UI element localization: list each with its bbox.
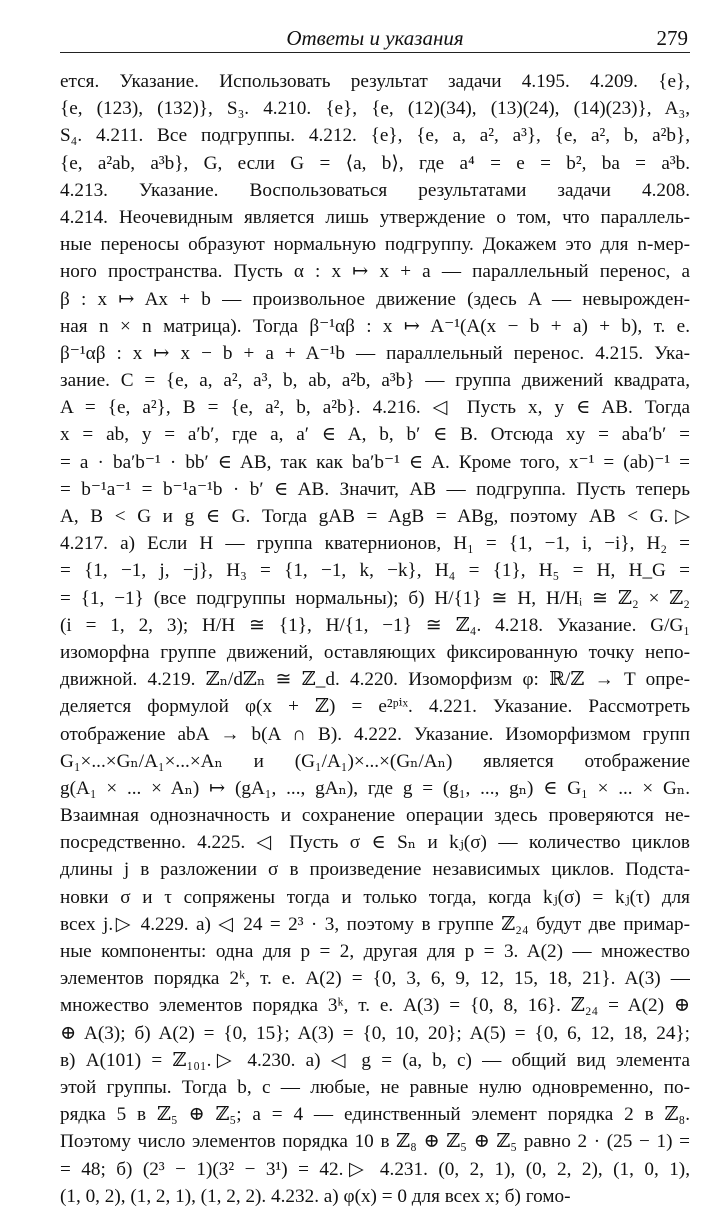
text-line: всех j.▷ 4.229. а) ◁ 24 = 2³ · 3, поэтому в группе ℤ₂₄ будут две примар- [60,913,690,935]
text-line: = b⁻¹a⁻¹ = b⁻¹a⁻¹b · b′ ∈ AB. Значит, AB — подгруппа. Пусть теперь [60,478,690,500]
text-line: ные переносы образуют нормальную подгруппу. Докажем это для n-мер- [60,234,690,256]
text-line: в) A(101) = ℤ₁₀₁.▷ 4.230. а) ◁ g = (a, b, c) — общий вид элемента [60,1049,690,1071]
text-line: G₁×...×Gₙ/A₁×...×Aₙ и (G₁/A₁)×...×(Gₙ/Aₙ) является отображение [60,750,690,772]
text-line: {e, a²ab, a³b}, G, если G = ⟨a, b⟩, где a⁴ = e = b², ba = a³b. [60,152,690,174]
text-line: рядка 5 в ℤ₅ ⊕ ℤ₅; a = 4 — единственный элемент порядка 2 в ℤ₈. [60,1104,690,1126]
text-line: ная n × n матрица). Тогда β⁻¹αβ : x ↦ A⁻¹(A(x − b + a) + b), т. е. [60,315,690,337]
text-line: посредственно. 4.225. ◁ Пусть σ ∈ Sₙ и kⱼ(σ) — количество циклов [60,832,690,854]
text-line: ного пространства. Пусть α : x ↦ x + a — параллельный перенос, а [60,261,690,283]
text-line: движной. 4.219. ℤₙ/dℤₙ ≅ ℤ_d. 4.220. Изоморфизм φ: ℝ/ℤ → T опре- [60,669,690,691]
answers-text [60,68,690,1210]
text-line: A, B < G и g ∈ G. Тогда gAB = AgB = ABg, поэтому AB < G.▷ [60,506,690,527]
text-line: = {1, −1, j, −j}, H₃ = {1, −1, k, −k}, H₄ = {1}, H₅ = H, H_G = [60,560,690,582]
text-line: (i = 1, 2, 3); H/H ≅ {1}, H/{1, −1} ≅ ℤ₄. 4.218. Указание. G/G₁ [60,614,690,636]
text-line: множество элементов порядка 3ᵏ, т. е. A(3) = {0, 8, 16}. ℤ₂₄ = A(2) ⊕ [60,995,690,1017]
text-line: этой группы. Тогда b, c — любые, не равные нулю одновременно, по- [60,1076,690,1098]
text-line: g(A₁ × ... × Aₙ) ↦ (gA₁, ..., gAₙ), где g = (g₁, ..., gₙ) ∈ G₁ × ... × Gₙ. [60,777,690,799]
text-line: ⊕ A(3); б) A(2) = {0, 15}; A(3) = {0, 10, 20}; A(5) = {0, 6, 12, 18, 24}; [60,1022,690,1044]
text-line: 4.214. Неочевидным является лишь утверждение о том, что параллель- [60,206,690,228]
text-line: зание. C = {e, a, a², a³, b, ab, a²b, a³b} — группа движений квадрата, [60,370,690,392]
text-line: β⁻¹αβ : x ↦ x − b + a + A⁻¹b — параллельный перенос. 4.215. Ука- [60,342,690,364]
text-line: изоморфна группе движений, оставляющих фиксированную точку непо- [60,641,690,663]
text-line: элементов порядка 2ᵏ, т. е. A(2) = {0, 3, 6, 9, 12, 15, 18, 21}. A(3) — [60,968,690,990]
text-line: = a · ba′b⁻¹ · bb′ ∈ AB, так как ba′b⁻¹ ∈ A. Кроме того, x⁻¹ = (ab)⁻¹ = [60,451,690,473]
text-line: 4.213. Указание. Воспользоваться результатами задачи 4.208. [60,179,690,201]
text-line: β : x ↦ Ax + b — произвольное движение (здесь A — невырожден- [60,288,690,310]
page-number: 279 [656,26,688,50]
text-line: x = ab, y = a′b′, где a, a′ ∈ A, b, b′ ∈ B. Отсюда xy = aba′b′ = [60,424,690,446]
text-line: длины j в разложении σ в произведение независимых циклов. Подста- [60,859,690,881]
text-line: ется. Указание. Использовать результат задачи 4.195. 4.209. {e}, [60,71,690,92]
text-line: = 48; б) (2³ − 1)(3² − 3¹) = 42.▷ 4.231. (0, 2, 1), (0, 2, 2), (1, 0, 1), [60,1158,690,1180]
text-line: отображение abA → b(A ∩ B). 4.222. Указание. Изоморфизмом групп [60,723,690,745]
text-line: Поэтому число элементов порядка 10 в ℤ₈ ⊕ ℤ₅ ⊕ ℤ₅ равно 2 · (25 − 1) = [60,1131,690,1153]
running-header [60,22,690,53]
text-line: {e, (123), (132)}, S₃. 4.210. {e}, {e, (12)(34), (13)(24), (14)(23)}, A₃, [60,98,690,120]
text-line: A = {e, a²}, B = {e, a², b, a²b}. 4.216. ◁ Пусть x, y ∈ AB. Тогда [60,397,690,419]
text-line: = {1, −1} (все подгруппы нормальны); б) H/{1} ≅ H, H/Hᵢ ≅ ℤ₂ × ℤ₂ [60,587,690,609]
text-line: S₄. 4.211. Все подгруппы. 4.212. {e}, {e, a, a², a³}, {e, a², b, a²b}, [60,125,690,147]
text-line: ные компоненты: одна для p = 2, другая для p = 3. A(2) — множество [60,941,690,962]
text-line: деляется формулой φ(x + ℤ) = e²ᵖⁱˣ. 4.221. Указание. Рассмотреть [60,696,690,718]
text-line: Взаимная однозначность и сохранение операции здесь проверяются не- [60,805,690,827]
text-line: (1, 0, 2), (1, 2, 1), (1, 2, 2). 4.232. а) φ(x) = 0 для всех x; б) гомо- [60,1185,571,1207]
text-line: новки σ и τ сопряжены тогда и только тогда, когда kⱼ(σ) = kⱼ(τ) для [60,886,690,908]
running-title: Ответы и указания [286,26,464,50]
text-line: 4.217. а) Если H — группа кватернионов, H₁ = {1, −1, i, −i}, H₂ = [60,533,690,555]
